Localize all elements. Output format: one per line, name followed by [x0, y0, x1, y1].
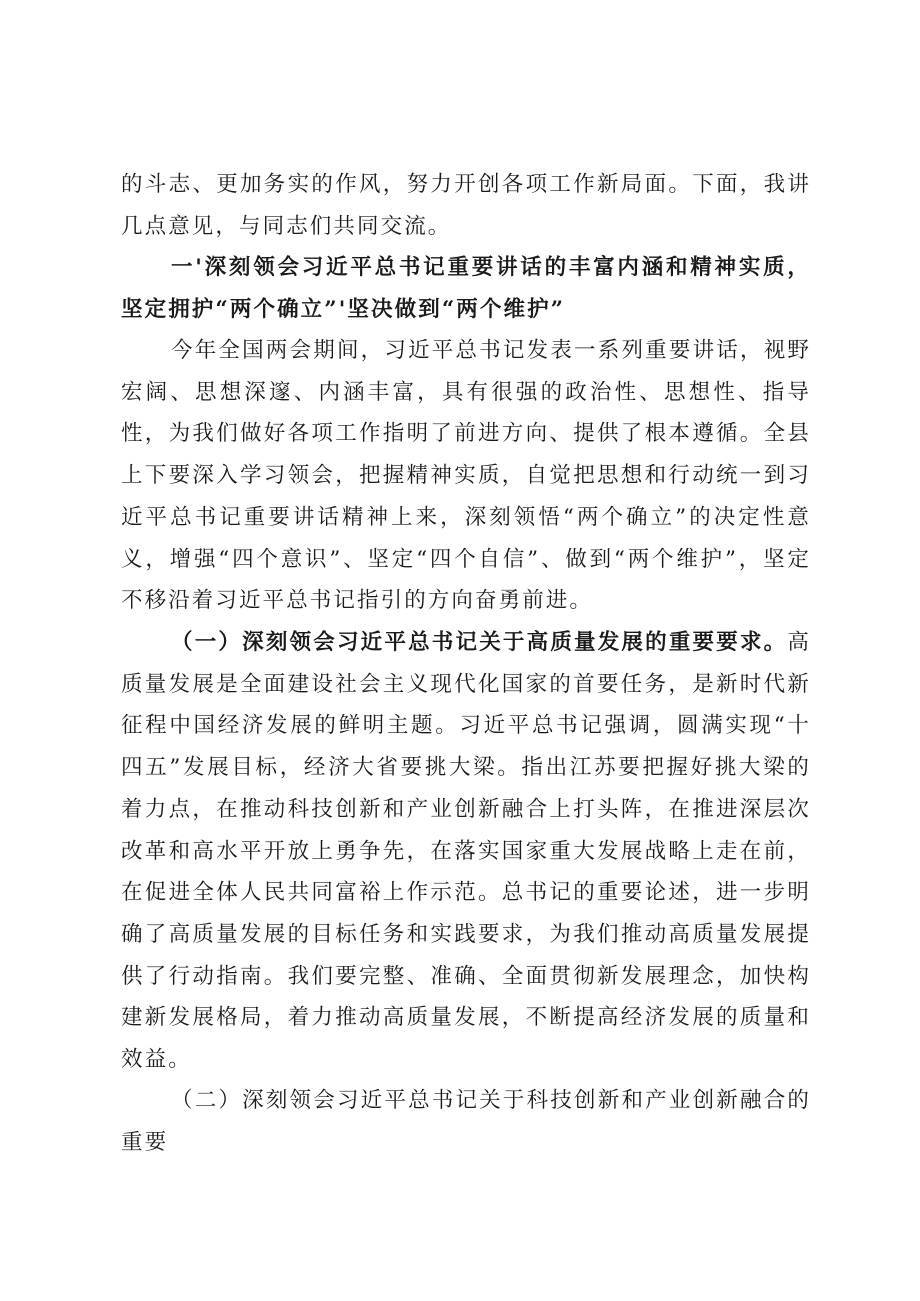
subsection-one-heading: （一）深刻领会习近平总书记关于高质量发展的重要要求。 [171, 630, 788, 655]
subsection-one-paragraph [121, 622, 811, 1081]
paragraph-continuation: 的斗志、更加务实的作风，努力开创各项工作新局面。下面，我讲几点意见，与同志们共同交流。 [121, 172, 811, 239]
subsection-one-body: 高质量发展是全面建设社会主义现代化国家的首要任务，是新时代新征程中国经济发展的鲜明主题。习近平总书记强调，圆满实现“十四五”发展目标，经济大省要挑大梁。指出江苏要把握好挑大梁的着力点，在推动科技创新和产业创新融合上打头阵，在推进深层次改革和高水平开放上勇争先，在落实国家重大发展战略上走在前，在促进全体人民共同富裕上作示范。总书记的重要论述，进一步明确了高质量发展的目标任务和实践要求，为我们推动高质量发展提供了行动指南。我们要完整、准确、全面贯彻新发展理念，加快构建新发展格局，着力推动高质量发展，不断提高经济发展的质量和效益。 [121, 630, 811, 1073]
section-one-body: 今年全国两会期间，习近平总书记发表一系列重要讲话，视野宏阔、思想深邃、内涵丰富，具有很强的政治性、思想性、指导性，为我们做好各项工作指明了前进方向、提供了根本遵循。全县上下要深入学习领会，把握精神实质，自觉把思想和行动统一到习近平总书记重要讲话精神上来，深刻领悟“两个确立”的决定性意义，增强“四个意识”、坚定“四个自信”、做到“两个维护”，坚定不移沿着习近平总书记指引的方向奋勇前进。 [121, 338, 811, 614]
subsection-two-heading: （二）深刻领会习近平总书记关于科技创新和产业创新融合的重要 [121, 1088, 811, 1155]
section-heading-one: 一'深刻领会习近平总书记重要讲话的丰富内涵和精神实质，坚定拥护“两个确立”'坚决做到“两个维护” [121, 255, 811, 322]
